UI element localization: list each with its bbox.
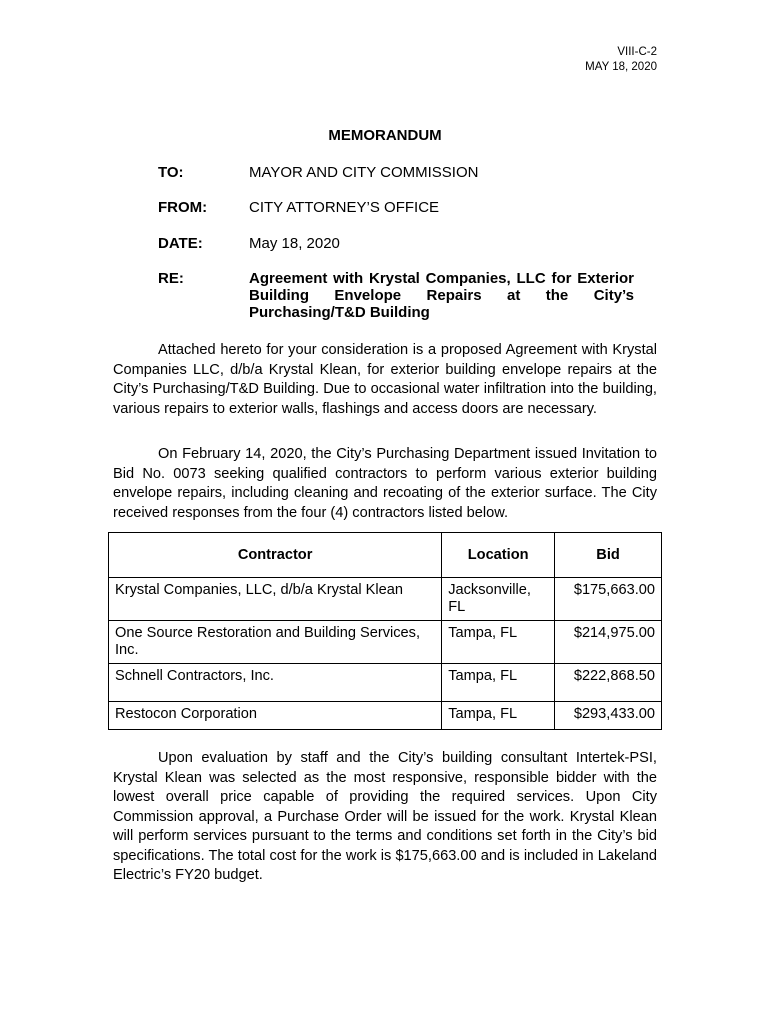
re-label: RE: xyxy=(158,270,184,287)
contractor-cell: Restocon Corporation xyxy=(109,702,442,730)
table-row xyxy=(109,702,662,730)
bid-cell: $175,663.00 xyxy=(555,578,662,621)
location-cell: Tampa, FL xyxy=(442,702,555,730)
bid-cell: $222,868.50 xyxy=(555,664,662,702)
table-row xyxy=(109,621,662,664)
memo-title: MEMORANDUM xyxy=(328,127,442,144)
to-value: MAYOR AND CITY COMMISSION xyxy=(249,164,479,181)
to-label: TO: xyxy=(158,164,184,181)
header-bid: Bid xyxy=(555,533,662,578)
document-reference xyxy=(585,45,657,75)
body-paragraph-1: Attached hereto for your consideration is a proposed Agreement with Krystal Companies LLC, d/b/a Krystal Klean, for exterior building envelope repairs at the City’s Purchasing/T&D Building. Due to occasional water infiltration into the building, various repairs to exterior walls, flashings and access doors are necessary. xyxy=(113,342,657,417)
location-cell: Jacksonville, FL xyxy=(442,578,555,621)
header-location: Location xyxy=(442,533,555,578)
date-value: May 18, 2020 xyxy=(249,235,340,252)
bids-table-header-row xyxy=(109,533,662,578)
location-cell: Tampa, FL xyxy=(442,621,555,664)
table-row xyxy=(109,664,662,702)
bid-cell: $214,975.00 xyxy=(555,621,662,664)
reference-code: VIII-C-2 xyxy=(617,46,657,58)
contractor-cell: Krystal Companies, LLC, d/b/a Krystal Klean xyxy=(109,578,442,621)
body-paragraph-2: On February 14, 2020, the City’s Purchasing Department issued Invitation to Bid No. 0073 seeking qualified contractors to perform various exterior building envelope repairs, including cleaning and recoating of the exterior surface. The City received responses from the four (4) contractors listed below. xyxy=(113,446,657,521)
bid-cell: $293,433.00 xyxy=(555,702,662,730)
reference-date: MAY 18, 2020 xyxy=(585,61,657,73)
date-label: DATE: xyxy=(158,235,203,252)
table-row xyxy=(109,578,662,621)
body-paragraph-3: Upon evaluation by staff and the City’s building consultant Intertek-PSI, Krystal Klean was selected as the most responsive, responsible bidder with the lowest overall price capable of providing the required services. Upon City Commission approval, a Purchase Order will be issued for the work. Krystal Klean will perform services pursuant to the terms and conditions set forth in the City’s bid specifications. The total cost for the work is $175,663.00 and is included in Lakeland Electric’s FY20 budget. xyxy=(113,750,657,883)
from-label: FROM: xyxy=(158,199,208,216)
contractor-cell: Schnell Contractors, Inc. xyxy=(109,664,442,702)
bids-table xyxy=(108,532,662,730)
location-cell: Tampa, FL xyxy=(442,664,555,702)
contractor-cell: One Source Restoration and Building Services, Inc. xyxy=(109,621,442,664)
from-value: CITY ATTORNEY’S OFFICE xyxy=(249,199,440,216)
re-value: Agreement with Krystal Companies, LLC for Exterior Building Envelope Repairs at the City’s Purchasing/T&D Building xyxy=(249,270,634,321)
header-contractor: Contractor xyxy=(109,533,442,578)
